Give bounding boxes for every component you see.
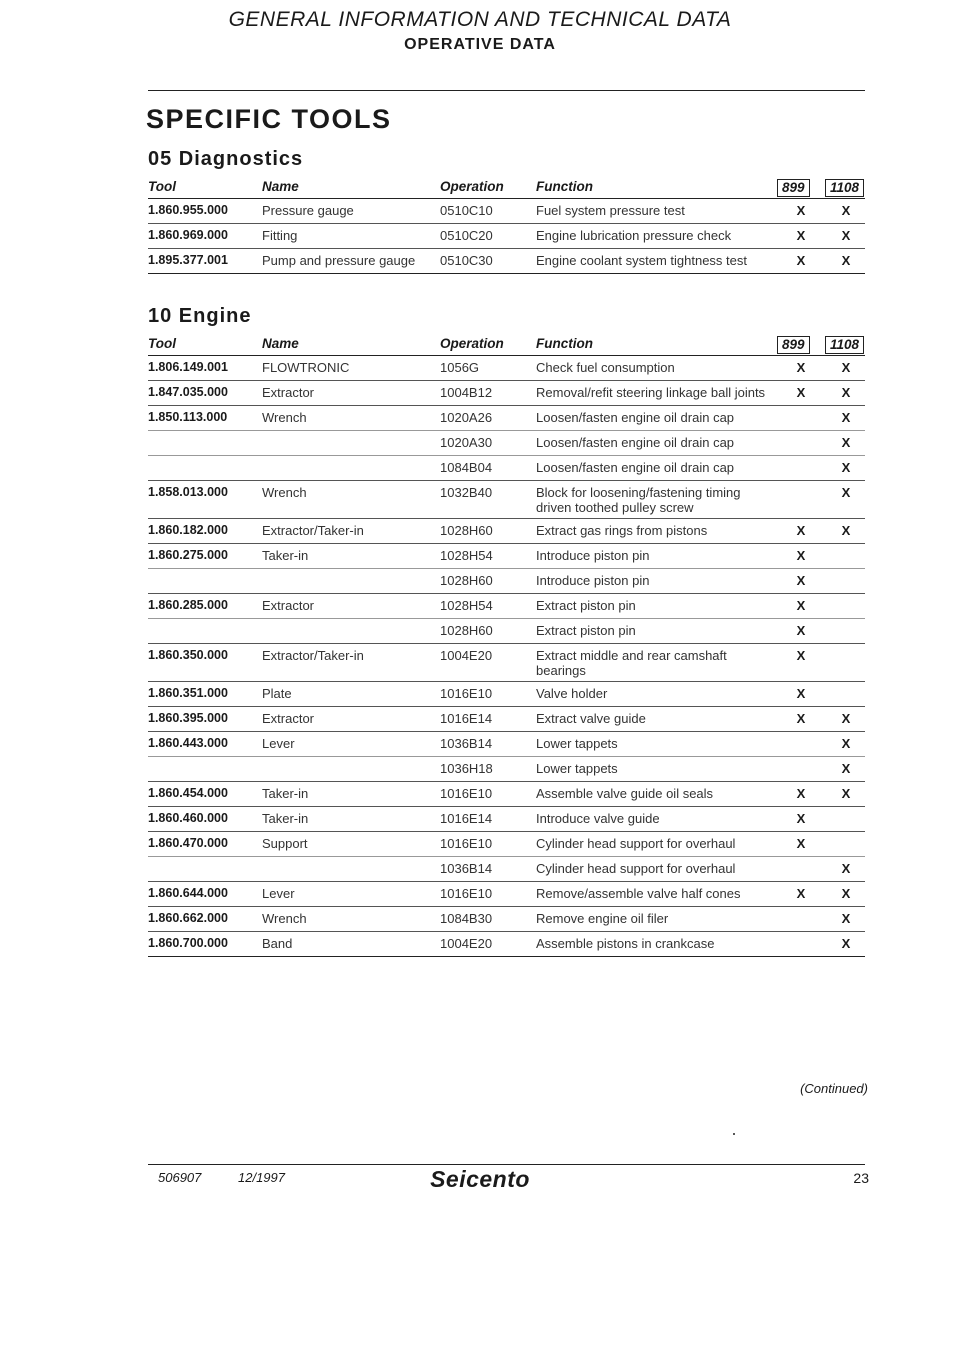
function-text: Remove engine oil filer bbox=[536, 911, 669, 926]
model-899-mark: X bbox=[796, 711, 806, 726]
model-1108-mark: X bbox=[841, 736, 851, 751]
model-1108-mark: X bbox=[841, 936, 851, 951]
tool-name: Extractor bbox=[262, 711, 315, 726]
col-operation-header: Operation bbox=[440, 179, 504, 194]
function-text: Engine coolant system tightness test bbox=[536, 253, 748, 268]
tool-number: 1.806.149.001 bbox=[148, 360, 228, 374]
tool-name: Taker-in bbox=[262, 811, 309, 826]
function-text: Assemble valve guide oil seals bbox=[536, 786, 714, 801]
section-title-engine: 10 Engine bbox=[148, 305, 252, 327]
operation-code: 1016E10 bbox=[440, 886, 493, 901]
table-row bbox=[148, 643, 865, 681]
function-text: Introduce piston pin bbox=[536, 548, 650, 563]
model-1108-mark: X bbox=[841, 253, 851, 268]
page-title: SPECIFIC TOOLS bbox=[146, 104, 392, 134]
engine-table bbox=[148, 333, 865, 957]
function-text: Block for loosening/fastening timing driven toothed pulley screw bbox=[536, 485, 741, 515]
model-899-mark: X bbox=[796, 253, 806, 268]
tool-number: 1.850.113.000 bbox=[148, 410, 228, 424]
tool-number: 1.860.700.000 bbox=[148, 936, 228, 950]
seicento-logo: Seicento bbox=[430, 1166, 530, 1192]
function-text: Loosen/fasten engine oil drain cap bbox=[536, 410, 735, 425]
tool-number: 1.860.460.000 bbox=[148, 811, 228, 825]
operation-code: 0510C30 bbox=[440, 253, 493, 268]
model-1108-mark: X bbox=[841, 203, 851, 218]
tool-number: 1.860.275.000 bbox=[148, 548, 228, 562]
table-row bbox=[148, 380, 865, 405]
table-row bbox=[148, 906, 865, 931]
model-899-mark: X bbox=[796, 598, 806, 613]
model-1108-mark: X bbox=[841, 485, 851, 500]
tool-number: 1.860.443.000 bbox=[148, 736, 228, 750]
operation-code: 1016E14 bbox=[440, 811, 493, 826]
col-tool-header: Tool bbox=[148, 179, 176, 194]
model-899-mark: X bbox=[796, 385, 806, 400]
function-text: Extract piston pin bbox=[536, 623, 636, 638]
model-1108-mark: X bbox=[841, 786, 851, 801]
operation-code: 1056G bbox=[440, 360, 480, 375]
tool-number: 1.860.955.000 bbox=[148, 203, 228, 217]
footer-rule bbox=[148, 1164, 865, 1165]
stray-dot bbox=[733, 1133, 735, 1135]
model-1108-mark: X bbox=[841, 886, 851, 901]
model-899-mark: X bbox=[796, 548, 806, 563]
function-text: Lower tappets bbox=[536, 736, 618, 751]
tool-name: Band bbox=[262, 936, 293, 951]
footer-date: 12/1997 bbox=[238, 1170, 285, 1185]
function-text: Extract piston pin bbox=[536, 598, 636, 613]
operation-code: 1084B30 bbox=[440, 911, 493, 926]
tool-name: Wrench bbox=[262, 410, 307, 425]
function-text: Removal/refit steering linkage ball joints bbox=[536, 385, 766, 400]
operation-code: 1016E10 bbox=[440, 686, 493, 701]
table-row bbox=[148, 706, 865, 731]
col-model-1108-header: 1108 bbox=[825, 336, 864, 354]
function-text: Lower tappets bbox=[536, 761, 618, 776]
col-operation-header: Operation bbox=[440, 336, 504, 351]
tool-number: 1.860.351.000 bbox=[148, 686, 228, 700]
tool-number: 1.860.285.000 bbox=[148, 598, 228, 612]
table-row bbox=[148, 931, 865, 957]
tool-number: 1.860.454.000 bbox=[148, 786, 228, 800]
table-row bbox=[148, 756, 865, 781]
operation-code: 1016E14 bbox=[440, 711, 493, 726]
tool-name: Pump and pressure gauge bbox=[262, 253, 416, 268]
col-model-1108-header: 1108 bbox=[825, 179, 864, 197]
model-899-mark: X bbox=[796, 886, 806, 901]
model-899-mark: X bbox=[796, 623, 806, 638]
model-899-mark: X bbox=[796, 573, 806, 588]
tool-name: Extractor/Taker-in bbox=[262, 648, 364, 663]
table-row bbox=[148, 856, 865, 881]
table-row bbox=[148, 881, 865, 906]
model-899-mark: X bbox=[796, 836, 806, 851]
table-row bbox=[148, 781, 865, 806]
model-1108-mark: X bbox=[841, 523, 851, 538]
operation-code: 1020A26 bbox=[440, 410, 493, 425]
operation-code: 1004E20 bbox=[440, 936, 493, 951]
tool-name: Extractor bbox=[262, 598, 315, 613]
col-tool-header: Tool bbox=[148, 336, 176, 351]
function-text: Extract middle and rear camshaft bearings bbox=[536, 648, 727, 678]
col-name-header: Name bbox=[262, 336, 299, 351]
table-row bbox=[148, 518, 865, 543]
tool-number: 1.860.470.000 bbox=[148, 836, 228, 850]
table-row bbox=[148, 568, 865, 593]
table-header bbox=[148, 176, 865, 199]
table-row bbox=[148, 223, 865, 248]
function-text: Cylinder head support for overhaul bbox=[536, 836, 736, 851]
tool-name: Wrench bbox=[262, 485, 307, 500]
operation-code: 1028H60 bbox=[440, 623, 493, 638]
operation-code: 1028H54 bbox=[440, 598, 493, 613]
function-text: Introduce piston pin bbox=[536, 573, 650, 588]
function-text: Introduce valve guide bbox=[536, 811, 660, 826]
table-row bbox=[148, 543, 865, 568]
footer-doc-code: 506907 bbox=[158, 1170, 202, 1185]
operation-code: 0510C10 bbox=[440, 203, 493, 218]
tool-number: 1.860.350.000 bbox=[148, 648, 228, 662]
operation-code: 1004E20 bbox=[440, 648, 493, 663]
tool-name: Lever bbox=[262, 736, 295, 751]
operation-code: 1036B14 bbox=[440, 861, 493, 876]
diagnostics-table bbox=[148, 176, 865, 274]
table-row bbox=[148, 593, 865, 618]
table-row bbox=[148, 356, 865, 380]
col-function-header: Function bbox=[536, 336, 593, 351]
model-899-mark: X bbox=[796, 203, 806, 218]
section-title-diagnostics: 05 Diagnostics bbox=[148, 148, 304, 170]
model-899-mark: X bbox=[796, 686, 806, 701]
col-model-899-header: 899 bbox=[777, 336, 810, 354]
function-text: Check fuel consumption bbox=[536, 360, 675, 375]
model-1108-mark: X bbox=[841, 911, 851, 926]
tool-number: 1.860.644.000 bbox=[148, 886, 228, 900]
model-899-mark: X bbox=[796, 786, 806, 801]
page-number: 23 bbox=[853, 1170, 869, 1186]
table-row bbox=[148, 248, 865, 274]
tool-name: FLOWTRONIC bbox=[262, 360, 350, 375]
operation-code: 1028H60 bbox=[440, 573, 493, 588]
operation-code: 1016E10 bbox=[440, 836, 493, 851]
page-header-subtitle: OPERATIVE DATA bbox=[404, 36, 556, 53]
function-text: Loosen/fasten engine oil drain cap bbox=[536, 460, 735, 475]
rows bbox=[148, 356, 865, 957]
tool-number: 1.858.013.000 bbox=[148, 485, 228, 499]
model-899-mark: X bbox=[796, 228, 806, 243]
table-row bbox=[148, 731, 865, 756]
operation-code: 0510C20 bbox=[440, 228, 493, 243]
function-text: Extract valve guide bbox=[536, 711, 646, 726]
operation-code: 1028H60 bbox=[440, 523, 493, 538]
model-1108-mark: X bbox=[841, 435, 851, 450]
rows bbox=[148, 199, 865, 274]
operation-code: 1036B14 bbox=[440, 736, 493, 751]
tool-number: 1.860.395.000 bbox=[148, 711, 228, 725]
tool-number: 1.847.035.000 bbox=[148, 385, 228, 399]
operation-code: 1084B04 bbox=[440, 460, 493, 475]
table-row bbox=[148, 430, 865, 455]
function-text: Remove/assemble valve half cones bbox=[536, 886, 741, 901]
function-text: Fuel system pressure test bbox=[536, 203, 685, 218]
model-1108-mark: X bbox=[841, 385, 851, 400]
tool-number: 1.860.969.000 bbox=[148, 228, 228, 242]
page-header-title: GENERAL INFORMATION AND TECHNICAL DATA bbox=[228, 8, 732, 31]
tool-name: Support bbox=[262, 836, 308, 851]
model-899-mark: X bbox=[796, 360, 806, 375]
table-row bbox=[148, 455, 865, 480]
model-1108-mark: X bbox=[841, 861, 851, 876]
operation-code: 1004B12 bbox=[440, 385, 493, 400]
table-row bbox=[148, 405, 865, 430]
function-text: Loosen/fasten engine oil drain cap bbox=[536, 435, 735, 450]
operation-code: 1020A30 bbox=[440, 435, 493, 450]
function-text: Valve holder bbox=[536, 686, 608, 701]
operation-code: 1036H18 bbox=[440, 761, 493, 776]
continued-note: (Continued) bbox=[800, 1081, 868, 1096]
table-row bbox=[148, 199, 865, 223]
function-text: Assemble pistons in crankcase bbox=[536, 936, 715, 951]
tool-number: 1.895.377.001 bbox=[148, 253, 228, 267]
function-text: Engine lubrication pressure check bbox=[536, 228, 732, 243]
col-function-header: Function bbox=[536, 179, 593, 194]
tool-name: Taker-in bbox=[262, 786, 309, 801]
model-1108-mark: X bbox=[841, 761, 851, 776]
function-text: Cylinder head support for overhaul bbox=[536, 861, 736, 876]
tool-number: 1.860.182.000 bbox=[148, 523, 228, 537]
function-text: Extract gas rings from pistons bbox=[536, 523, 708, 538]
tool-name: Fitting bbox=[262, 228, 298, 243]
table-row bbox=[148, 618, 865, 643]
model-899-mark: X bbox=[796, 523, 806, 538]
model-1108-mark: X bbox=[841, 228, 851, 243]
tool-name: Extractor bbox=[262, 385, 315, 400]
tool-number: 1.860.662.000 bbox=[148, 911, 228, 925]
model-899-mark: X bbox=[796, 811, 806, 826]
model-1108-mark: X bbox=[841, 460, 851, 475]
operation-code: 1032B40 bbox=[440, 485, 493, 500]
table-row bbox=[148, 480, 865, 518]
model-1108-mark: X bbox=[841, 360, 851, 375]
header-rule bbox=[148, 90, 865, 91]
operation-code: 1016E10 bbox=[440, 786, 493, 801]
col-model-899-header: 899 bbox=[777, 179, 810, 197]
col-name-header: Name bbox=[262, 179, 299, 194]
model-1108-mark: X bbox=[841, 711, 851, 726]
table-row bbox=[148, 806, 865, 831]
tool-name: Plate bbox=[262, 686, 292, 701]
table-row bbox=[148, 831, 865, 856]
table-header bbox=[148, 333, 865, 356]
tool-name: Wrench bbox=[262, 911, 307, 926]
tool-name: Lever bbox=[262, 886, 295, 901]
model-1108-mark: X bbox=[841, 410, 851, 425]
operation-code: 1028H54 bbox=[440, 548, 493, 563]
tool-name: Taker-in bbox=[262, 548, 309, 563]
model-899-mark: X bbox=[796, 648, 806, 663]
tool-name: Extractor/Taker-in bbox=[262, 523, 364, 538]
table-row bbox=[148, 681, 865, 706]
tool-name: Pressure gauge bbox=[262, 203, 354, 218]
